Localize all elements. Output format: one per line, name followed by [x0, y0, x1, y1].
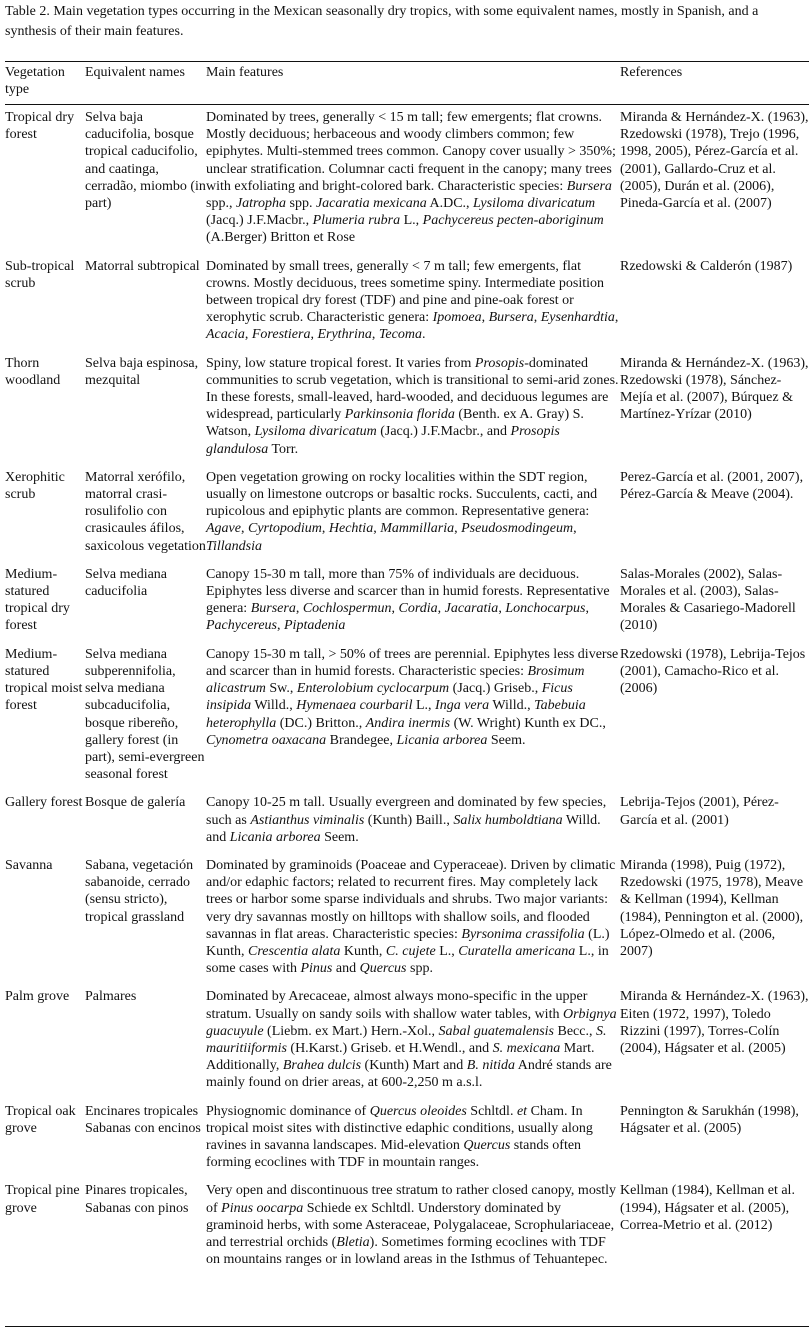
feature-text: (Jacq.) Griseb., — [449, 681, 542, 697]
feature-text: Kunth, — [340, 943, 386, 959]
species-name: S. mauritiiformis — [206, 1023, 607, 1056]
feature-text: , — [277, 618, 284, 634]
species-name: Pseudosmodingeum — [461, 521, 574, 537]
feature-text: (Benth. ex A. Gray) S. Watson, — [206, 407, 584, 440]
species-name: Erythrina — [317, 327, 372, 343]
species-name: Bletia — [336, 1234, 370, 1250]
feature-text: (Liebm. ex Mart.) Hern.-Xol., — [263, 1023, 439, 1039]
vegetation-type-cell: Sub-tropical scrub — [5, 258, 75, 291]
main-features-cell — [206, 350, 620, 464]
main-features-cell — [206, 641, 620, 790]
species-name: S. mexicana — [492, 1040, 561, 1056]
feature-text: (H.Karst.) Griseb. et H.Wendl., and — [286, 1040, 493, 1056]
feature-text: , — [437, 601, 445, 617]
table-row — [5, 464, 809, 561]
equivalent-names-cell: Selva mediana caducifolia — [85, 566, 168, 600]
feature-text: , — [481, 310, 489, 326]
equivalent-names-cell: Pinares tropicales, Sabanas con pinos — [85, 1183, 189, 1216]
species-name: Quercus oleoides — [369, 1103, 467, 1119]
species-name: Pachycereus pecten-aboriginum — [422, 213, 604, 229]
species-name: Prosopis — [474, 355, 525, 371]
feature-text: , — [240, 521, 248, 537]
table-row — [5, 350, 809, 464]
species-name: Cordia — [398, 601, 438, 617]
references-cell: Lebrija-Tejos (2001), Pérez-García et al. (2001) — [620, 795, 779, 828]
species-name: Bursera — [488, 310, 534, 326]
feature-text: stands often forming ecoclines with TDF in mountain ranges. — [206, 1137, 582, 1171]
table-top-rule — [5, 61, 809, 62]
vegetation-type-cell: Xerophitic scrub — [5, 469, 65, 503]
equivalent-names-cell: Selva baja espinosa, mezquital — [85, 355, 199, 388]
feature-text: Schiede ex Schltdl. Understory dominated by graminoid herbs, with some Asteraceae, Polygalaceae, Scrophulariaceae, and terrestrial orchids ( — [206, 1200, 615, 1250]
feature-text: Dominated by graminoids (Poaceae and Cyperaceae). Driven by climatic and/or edaphic factors; related to recurrent fires. May completely lack trees or harbor some sparse individuals and shrubs. Two major variants: very dry savannas mostly on hilltops with shallow soils, and flooded savannas in flat areas. Characteristic species: — [206, 857, 616, 942]
vegetation-type-cell: Palm grove — [5, 989, 70, 1005]
header-equivalent-names: Equivalent names — [85, 65, 185, 80]
feature-text: , — [371, 327, 379, 343]
feature-text: André stands are mainly found on drier areas, at 600-2,250 m a.s.l. — [206, 1058, 612, 1091]
feature-text: Dominated by Arecaceae, almost always mono-specific in the upper stratum. Usually on sandy soils with shallow water tables, with — [206, 989, 588, 1022]
references-cell: Miranda & Hernández-X. (1963), Rzedowski (1978), Trejo (1996, 1998, 2005), Pérez-García et al. (2001), Gallardo-Cruz et al. (2005), Durán et al. (2006), Pineda-García et al. (2007) — [620, 110, 809, 212]
species-name: Lysiloma divaricatum — [254, 424, 377, 440]
species-name: et — [516, 1103, 528, 1119]
table-bottom-rule — [5, 1326, 809, 1327]
feature-text: Brandegee, — [326, 732, 397, 748]
species-name: Parkinsonia florida — [344, 407, 455, 423]
feature-text: , — [373, 521, 381, 537]
species-name: Ficus insipida — [206, 681, 573, 714]
equivalent-names-cell: Bosque de galería — [85, 795, 186, 811]
species-name: Hechtia — [328, 521, 374, 537]
references-cell: Rzedowski & Calderón (1987) — [620, 258, 793, 274]
feature-text: Mart. Additionally, — [206, 1040, 595, 1074]
feature-text: -dominated communities to scrub vegetation, which is transitional to semi-arid zones. In these forests, small-leaved, hard-wooded, and deciduous legumes are widespread, particularly — [206, 355, 619, 423]
feature-text: L., — [435, 943, 459, 959]
feature-text: Cham. In tropical moist sites with distinctive edaphic conditions, usually along ravines in savanna landscapes. Mid-elevation — [206, 1103, 593, 1153]
feature-text: , — [321, 521, 329, 537]
feature-text: , — [391, 601, 399, 617]
vegetation-type-cell: Medium-statured tropical moist forest — [5, 646, 83, 714]
references-cell: Salas-Morales (2002), Salas-Morales et al. (2003), Salas-Morales & Casariego-Madorell (2010) — [620, 566, 796, 634]
equivalent-names-cell: Encinares tropicales Sabanas con encinos — [85, 1103, 201, 1136]
feature-text: (W. Wright) Kunth ex DC., — [450, 715, 606, 731]
feature-text: , — [614, 310, 619, 326]
table-row — [5, 983, 809, 1097]
feature-text: Physiognomic dominance of — [206, 1103, 370, 1119]
references-cell: Miranda & Hernández-X. (1963), Rzedowski (1978), Sánchez-Mejía et al. (2007), Búrquez & Martínez-Yrízar (2010) — [620, 355, 809, 423]
feature-text: Canopy 10-25 m tall. Usually evergreen and dominated by few species, such as — [206, 795, 607, 828]
feature-text: . — [421, 327, 426, 343]
table-row — [5, 561, 809, 641]
feature-text: Canopy 15-30 m tall, > 50% of trees are perennial. Epiphytes less diverse and scarcer than in humid forests. Characteristic species: — [206, 646, 619, 679]
feature-text: , — [533, 310, 541, 326]
species-name: Jacaratia mexicana — [315, 196, 427, 212]
species-name: Agave — [206, 521, 241, 537]
feature-text: (Kunth) Baill., — [364, 812, 454, 828]
feature-text: spp. — [406, 961, 433, 977]
feature-text: Open vegetation growing on rocky localities within the SDT region, usually on limestone outcrops or basaltic rocks. Succulents, cacti, and rupicolous and epiphytic plants are common. Representative genera: — [206, 469, 598, 520]
feature-text: Sw., — [265, 681, 297, 697]
species-name: Tabebuia heterophylla — [206, 698, 586, 731]
feature-text: spp., — [206, 196, 236, 212]
species-name: Hymenaea courbaril — [296, 698, 413, 714]
equivalent-names-cell: Matorral xerófilo, matorral crasi-rosulifolio con crasicaules áfilos, saxicolous vegetation — [85, 469, 206, 554]
species-name: Ipomoea — [432, 310, 482, 326]
feature-text: Schltdl. — [466, 1103, 517, 1119]
references-cell: Miranda & Hernández-X. (1963), Eiten (1972, 1997), Toledo Rizzini (1997), Torres-Colín (2004), Hágsater et al. (2005) — [620, 989, 809, 1056]
feature-text: (L.) Kunth, — [206, 926, 610, 959]
table-row — [5, 789, 809, 852]
references-cell: Miranda (1998), Puig (1972), Rzedowski (1975, 1978), Meave & Kellman (1994), Kellman (1984), Pennington et al. (2000), López-Olmedo et al. (2006, 2007) — [620, 857, 804, 959]
table-row — [5, 104, 809, 253]
table-row — [5, 852, 809, 983]
species-name: Pinus — [300, 961, 333, 977]
species-name: Forestiera — [251, 327, 311, 343]
species-name: Enterolobium cyclocarpum — [296, 681, 450, 697]
species-name: Plumeria rubra — [312, 213, 401, 229]
species-name: Licania arborea — [229, 829, 321, 845]
feature-text: , — [498, 601, 506, 617]
table-body — [5, 104, 809, 1274]
feature-text: L., — [400, 213, 423, 229]
species-name: Curatella americana — [458, 943, 576, 959]
species-name: Jacaratia — [444, 601, 499, 617]
species-name: Mammillaria — [380, 521, 455, 537]
header-vegetation-type: Vegetation type — [5, 65, 65, 98]
feature-text: L., in some cases with — [206, 943, 609, 977]
header-row — [5, 64, 809, 104]
main-features-cell — [206, 253, 620, 350]
main-features-cell — [206, 104, 620, 253]
species-name: C. cujete — [385, 943, 436, 959]
species-name: Bursera — [250, 601, 296, 617]
species-name: Prosopis glandulosa — [206, 424, 560, 457]
equivalent-names-cell: Matorral subtropical — [85, 258, 200, 274]
species-name: Piptadenia — [284, 618, 346, 634]
feature-text: (Jacq.) J.F.Macbr., — [206, 213, 313, 229]
species-name: Byrsonima crassifolia — [461, 926, 585, 942]
table-header — [5, 64, 809, 104]
species-name: Cyrtopodium — [247, 521, 322, 537]
feature-text: Canopy 15-30 m tall, more than 75% of individuals are deciduous. Epiphytes less diverse and scarcer than in humid forests. Representative genera: — [206, 566, 610, 617]
species-name: Pachycereus — [206, 618, 277, 634]
vegetation-types-table — [5, 64, 809, 1274]
species-name: Jatropha — [235, 196, 286, 212]
header-main-features: Main features — [206, 65, 284, 80]
equivalent-names-cell: Palmares — [85, 989, 137, 1005]
species-name: Brosimum alicastrum — [206, 663, 585, 697]
equivalent-names-cell: Sabana, vegetación sabanoide, cerrado (sensu stricto), tropical grassland — [85, 857, 194, 925]
species-name: B. nitida — [466, 1058, 516, 1074]
species-name: Tecoma — [378, 327, 422, 343]
feature-text: spp. — [286, 196, 316, 212]
references-cell: Kellman (1984), Kellman et al. (1994), Hágsater et al. (2005), Correa-Metrio et al. (2012) — [620, 1183, 795, 1233]
feature-text: (DC.) Britton., — [276, 715, 366, 731]
main-features-cell — [206, 1098, 620, 1178]
feature-text: ). Sometimes forming ecoclines with TDF on mountains ranges or in lowland areas in the Isthmus of Tehuantepec. — [206, 1234, 608, 1268]
main-features-cell — [206, 852, 620, 983]
feature-text: Willd. and — [206, 812, 601, 845]
vegetation-type-cell: Tropical dry forest — [5, 110, 75, 143]
vegetation-type-cell: Thorn woodland — [5, 355, 61, 388]
species-name: Cochlospermun — [302, 601, 392, 617]
species-name: Sabal guatemalensis — [438, 1023, 554, 1039]
species-name: Eysenhardtia — [540, 310, 615, 326]
feature-text: Becc., — [553, 1023, 596, 1039]
main-features-cell — [206, 464, 620, 561]
species-name: Quercus — [359, 961, 407, 977]
feature-text: Spiny, low stature tropical forest. It varies from — [206, 355, 475, 371]
species-name: Pinus oocarpa — [221, 1200, 304, 1216]
feature-text: , — [573, 521, 577, 537]
species-name: Acacia — [206, 327, 245, 343]
header-references: References — [620, 65, 683, 80]
table-caption: Table 2. Main vegetation types occurring in the Mexican seasonally dry tropics, with some equivalent names, mostly in Spanish, and a synthesis of their main features. — [5, 4, 759, 39]
main-features-cell — [206, 561, 620, 641]
feature-text: A.DC., — [426, 196, 474, 212]
species-name: Crescentia alata — [248, 943, 341, 959]
feature-text: Dominated by small trees, generally < 7 m tall; few emergents, flat crowns. Mostly deciduous, trees sometime spiny. Intermediate position between tropical dry forest (TDF) and pine and pine-oak forest or xerophytic scrub. Characteristic genera: — [206, 258, 605, 326]
species-name: Lysiloma divaricatum — [473, 196, 596, 212]
equivalent-names-cell: Selva baja caducifolia, bosque tropical caducifolio, and caatinga, cerradão, miombo (in part) — [85, 110, 206, 212]
feature-text: (Kunth) Mart and — [361, 1058, 467, 1074]
table-row — [5, 1098, 809, 1178]
feature-text: , — [295, 601, 303, 617]
main-features-cell — [206, 983, 620, 1097]
feature-text: , — [310, 327, 318, 343]
species-name: Licania arborea — [396, 732, 488, 748]
feature-text: and — [332, 961, 360, 977]
main-features-cell — [206, 789, 620, 852]
equivalent-names-cell: Selva mediana subperennifolia, selva mediana subcaducifolia, bosque ribereño, gallery forest (in part), semi-evergreen seasonal forest — [85, 646, 205, 783]
feature-text: , — [244, 327, 252, 343]
feature-text: Willd., — [489, 698, 535, 714]
vegetation-type-cell: Savanna — [5, 857, 53, 873]
species-name: Tillandsia — [206, 538, 263, 554]
species-name: Brahea dulcis — [282, 1058, 362, 1074]
vegetation-type-cell: Tropical pine grove — [5, 1183, 80, 1216]
feature-text: Very open and discontinuous tree stratum to rather closed canopy, mostly of — [206, 1183, 617, 1216]
table-row — [5, 253, 809, 350]
vegetation-type-cell: Tropical oak grove — [5, 1103, 76, 1136]
feature-text: Torr. — [268, 441, 299, 457]
table-row — [5, 1177, 809, 1274]
vegetation-type-cell: Medium-statured tropical dry forest — [5, 566, 70, 634]
vegetation-type-cell: Gallery forest — [5, 795, 83, 811]
feature-text: Dominated by trees, generally < 15 m tall; few emergents; flat crowns. Mostly deciduous; herbaceous and woody climbers common; few epiphytes. Multi-stemmed trees common. Canopy cover usually > 350%; unclear stratification. Columnar cacti frequent in the canopy; many trees with exfoliating and bright-colored bark. Characteristic species: — [206, 110, 616, 194]
references-cell: Pennington & Sarukhán (1998), Hágsater et al. (2005) — [620, 1103, 799, 1136]
feature-text: Willd., — [251, 698, 297, 714]
feature-text: L., — [412, 698, 436, 714]
species-name: Inga vera — [435, 698, 490, 714]
species-name: Cynometra oaxacana — [206, 732, 327, 748]
species-name: Bursera — [566, 178, 612, 194]
species-name: Quercus — [463, 1137, 511, 1153]
feature-text: Seem. — [320, 829, 359, 845]
feature-text: (A.Berger) Britton et Rose — [206, 230, 356, 246]
feature-text: (Jacq.) J.F.Macbr., and — [376, 424, 511, 440]
references-cell: Rzedowski (1978), Lebrija-Tejos (2001), Camacho-Rico et al. (2006) — [620, 646, 806, 697]
feature-text: Seem. — [487, 732, 526, 748]
species-name: Andira inermis — [365, 715, 451, 731]
species-name: Orbignya guacuyule — [206, 1006, 617, 1039]
table-row — [5, 641, 809, 790]
main-features-cell — [206, 1177, 620, 1274]
species-name: Astianthus viminalis — [250, 812, 365, 828]
references-cell: Perez-García et al. (2001, 2007), Pérez-García & Meave (2004). — [620, 469, 804, 503]
feature-text: , — [585, 601, 589, 617]
species-name: Lonchocarpus — [505, 601, 586, 617]
feature-text: , — [454, 521, 462, 537]
species-name: Salix humboldtiana — [453, 812, 563, 828]
